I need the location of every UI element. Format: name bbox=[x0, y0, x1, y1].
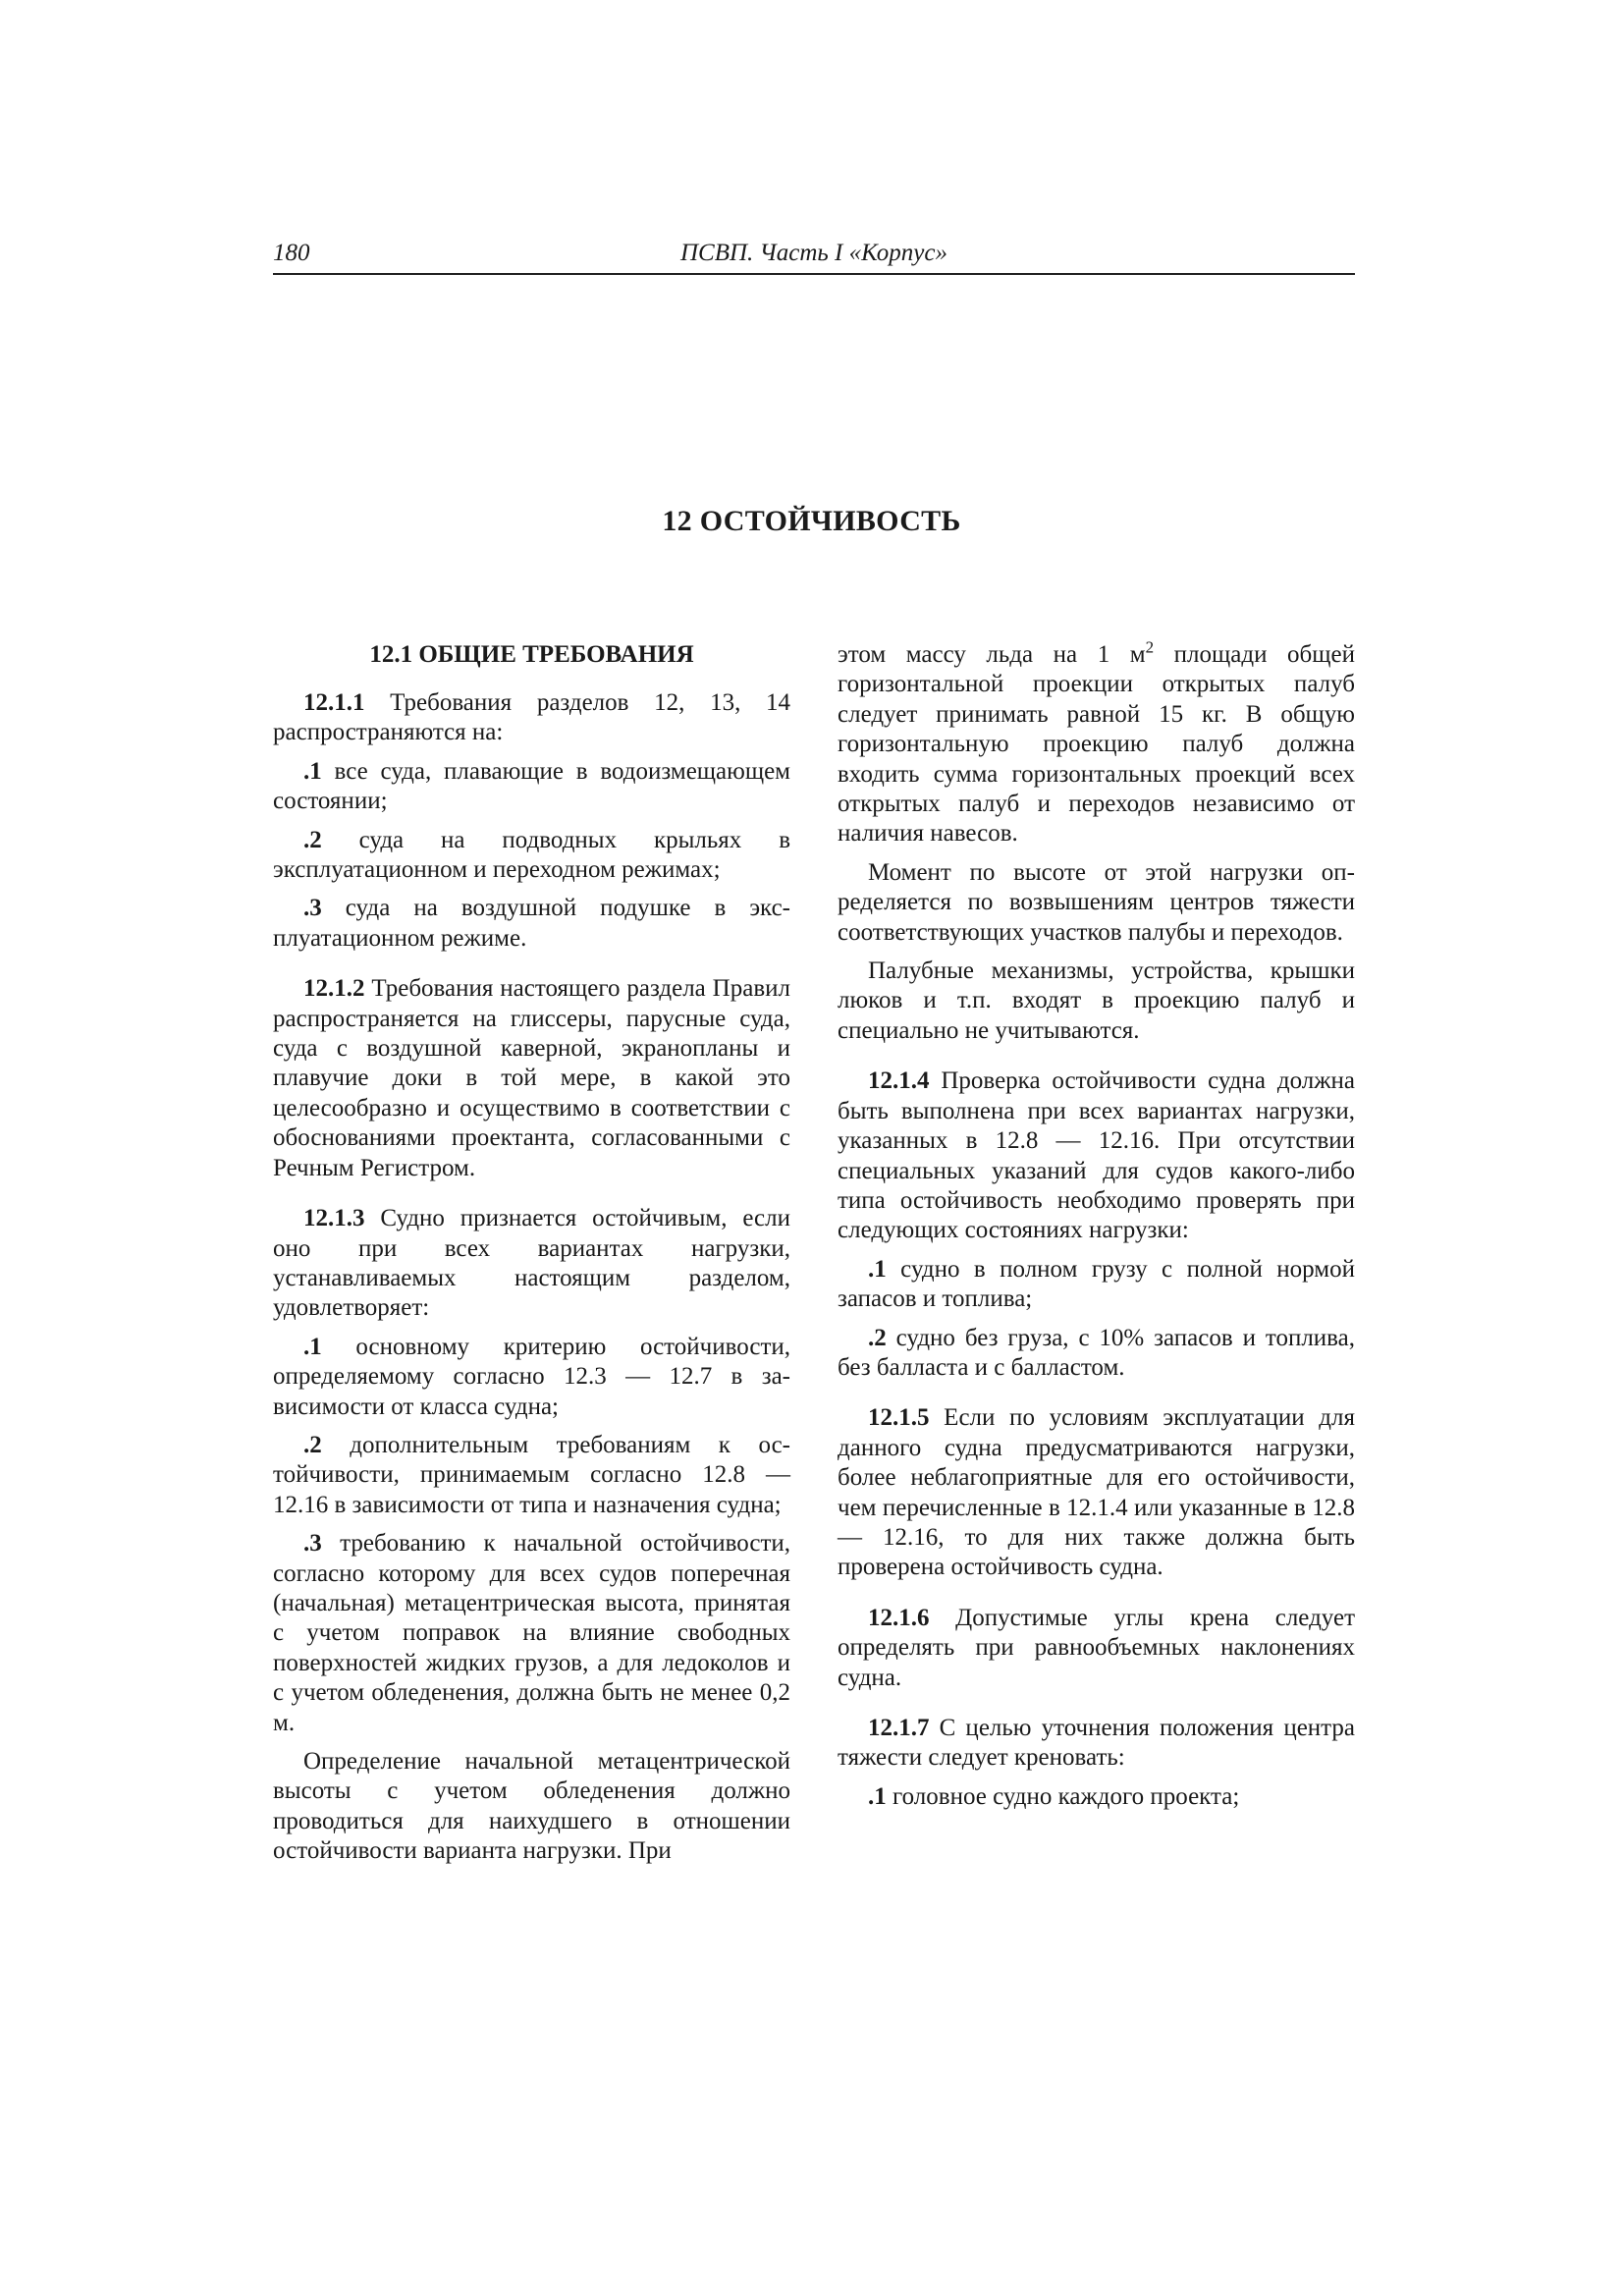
clause-number: 12.1.7 bbox=[868, 1715, 930, 1741]
item-number: .2 bbox=[303, 826, 322, 853]
paragraph-12-1-7 bbox=[838, 1714, 1355, 1774]
list-item bbox=[838, 1782, 1355, 1812]
document-title: ПСВП. Часть I «Корпус» bbox=[680, 240, 947, 266]
list-item bbox=[273, 1529, 790, 1738]
list-item bbox=[273, 757, 790, 817]
clause-text: Допустимые углы крена следует определять при равнообъемных наклонениях судна. bbox=[838, 1604, 1355, 1691]
paragraph-12-1-1 bbox=[273, 688, 790, 748]
continuation-text-a: этом массу льда на 1 м bbox=[838, 641, 1146, 668]
clause-text: Требования настоящего раздела Правил распространяется на глиссеры, парусные суда, суда с воздушной каверной, экранопланы и плавучие доки в той мере, в какой это целесообразно и осуществимо в соответствии с обоснованиями проектанта, согласованными с Речным Регистром. bbox=[273, 975, 790, 1181]
list-item bbox=[273, 1431, 790, 1520]
paragraph-text: Определение начальной метацентрической высоты с учетом обледенения должно проводиться для наихудшего в отношении остойчивости варианта нагрузки. При bbox=[273, 1748, 790, 1865]
item-text: дополнительным требованиям к остойчивости, принимаемым согласно 12.8 — 12.16 в зависимости от типа и назначения судна; bbox=[273, 1431, 790, 1518]
item-text: суда на воздушной подушке в эксплуатационном режиме. bbox=[273, 895, 790, 952]
paragraph-12-1-6 bbox=[838, 1604, 1355, 1693]
list-item bbox=[273, 826, 790, 886]
left-column bbox=[273, 640, 790, 1867]
item-text: головное судно каждого проекта; bbox=[886, 1782, 1240, 1810]
list-item bbox=[273, 1333, 790, 1422]
clause-number: 12.1.2 bbox=[303, 975, 365, 1003]
running-header bbox=[273, 240, 1355, 275]
item-text: требованию к начальной остойчивости, согласно которому для всех судов поперечная (начальная) метацентрическая высота, принятая с учетом поправок на влияние свободных поверхностей жидких грузов, а для ледоколов и с учетом обледенения, должна быть не менее 0,2 м. bbox=[273, 1530, 790, 1736]
item-number: .3 bbox=[303, 1530, 322, 1558]
clause-number: 12.1.6 bbox=[868, 1604, 930, 1631]
list-item bbox=[838, 1255, 1355, 1315]
clause-number: 12.1.1 bbox=[303, 689, 365, 716]
item-number: .1 bbox=[303, 757, 322, 785]
list-item bbox=[838, 1324, 1355, 1384]
clause-text: Проверка остойчивости судна должна быть выполнена при всех вариантах нагрузки, указанных в 12.8 — 12.16. При отсутствии специальных указаний для судов какого-либо типа остойчивость необходимо проверять при следующих состояниях нагрузки: bbox=[838, 1067, 1355, 1244]
chapter-title: 12 ОСТОЙЧИВОСТЬ bbox=[662, 505, 961, 537]
paragraph-continuation bbox=[838, 637, 1355, 849]
paragraph-12-1-4 bbox=[838, 1066, 1355, 1245]
item-text: судно без груза, с 10% запасов и топлива, без балласта и с балластом. bbox=[838, 1324, 1355, 1381]
item-text: судно в полном грузу с полной нормой запасов и топлива; bbox=[838, 1255, 1355, 1313]
clause-number: 12.1.4 bbox=[868, 1067, 930, 1095]
list-item bbox=[273, 894, 790, 954]
section-title: 12.1 ОБЩИЕ ТРЕБОВАНИЯ bbox=[369, 641, 694, 668]
item-number: .1 bbox=[303, 1333, 322, 1360]
paragraph-12-1-2 bbox=[273, 974, 790, 1183]
item-number: .3 bbox=[303, 895, 322, 922]
item-number: .2 bbox=[303, 1431, 322, 1458]
clause-number: 12.1.5 bbox=[868, 1404, 930, 1432]
clause-text: С целью уточнения положения центра тяжести следует креновать: bbox=[838, 1715, 1355, 1772]
page-number: 180 bbox=[273, 240, 310, 266]
right-column bbox=[838, 637, 1355, 1812]
paragraph-text: Палубные механизмы, устройства, крышки люков и т.п. входят в проекцию палуб и специально не учитываются. bbox=[838, 957, 1355, 1044]
item-text: суда на подводных крыльях в эксплуатационном и переходном режимах; bbox=[273, 826, 790, 884]
clause-text: Судно признается остойчивым, если оно при всех вариантах нагрузки, устанавливаемых настоящим разделом, удовлетворяет: bbox=[273, 1205, 790, 1322]
paragraph-12-1-3 bbox=[273, 1204, 790, 1324]
continuation-text-b: площади общей горизонтальной проекции открытых палуб следует принимать равной 15 кг. В общую горизонтальную проекцию палуб должна входить сумма горизонтальных проекций всех открытых палуб и переходов независимо от наличия навесов. bbox=[838, 641, 1355, 847]
item-number: .2 bbox=[868, 1324, 887, 1351]
paragraph-text: Момент по высоте от этой нагрузки определяется по возвышениям центров тяжести соответствующих участков палубы и переходов. bbox=[838, 858, 1355, 946]
clause-text: Требования разделов 12, 13, 14 распространяются на: bbox=[273, 689, 790, 746]
paragraph-12-1-5 bbox=[838, 1403, 1355, 1582]
item-text: основному критерию остойчивости, определяемому согласно 12.3 — 12.7 в зависимости от класса судна; bbox=[273, 1333, 790, 1420]
superscript: 2 bbox=[1145, 637, 1155, 657]
item-number: .1 bbox=[868, 1255, 887, 1283]
clause-text: Если по условиям эксплуатации для данного судна предусматриваются нагрузки, более неблагоприятные для его остойчивости, чем перечисленные в 12.1.4 или указанные в 12.8 — 12.16, то для них также должна быть проверена остойчивость судна. bbox=[838, 1404, 1355, 1581]
item-number: .1 bbox=[868, 1782, 887, 1810]
item-text: все суда, плавающие в водоизмещающем состоянии; bbox=[273, 757, 790, 815]
clause-number: 12.1.3 bbox=[303, 1205, 365, 1232]
